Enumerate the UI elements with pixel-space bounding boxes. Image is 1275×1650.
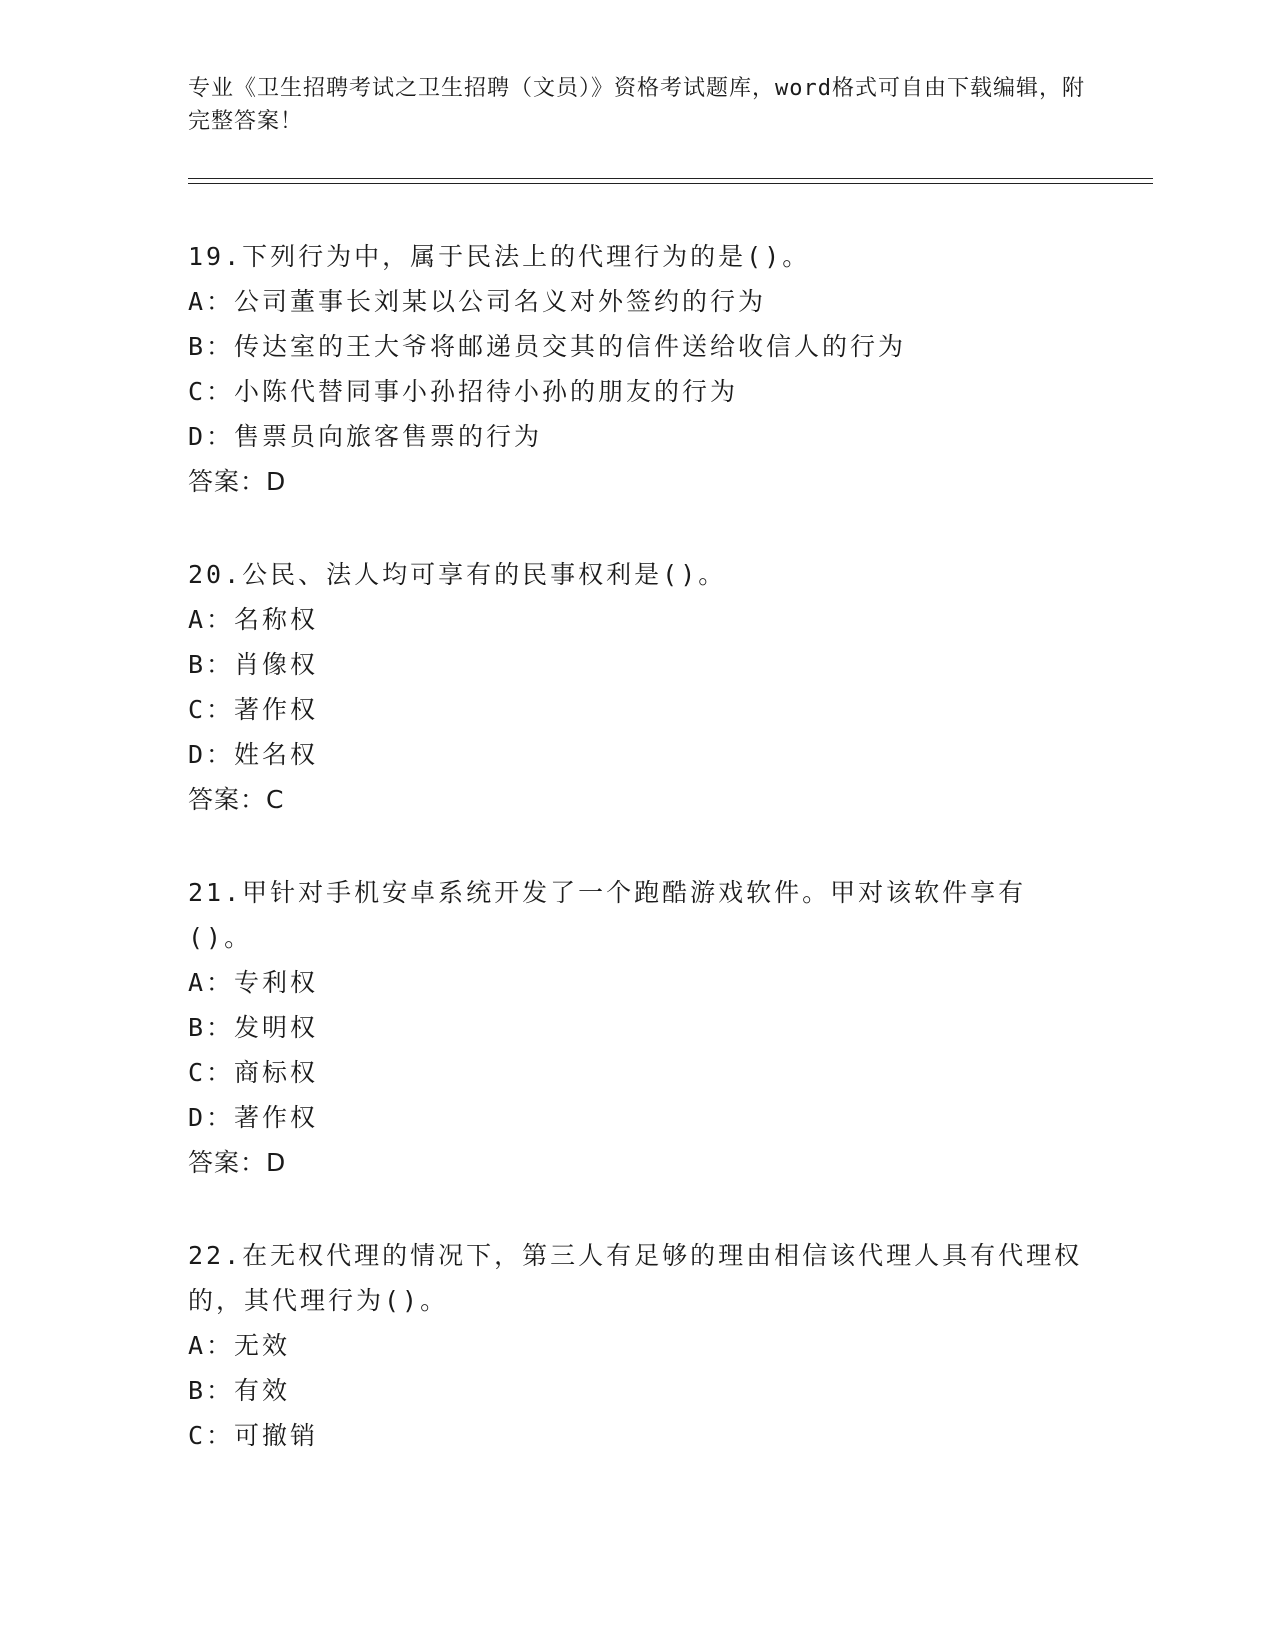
option-a: A：专利权	[188, 968, 319, 997]
option-d: D：售票员向旅客售票的行为	[188, 422, 543, 451]
question-text: 20.公民、法人均可享有的民事权利是()。	[188, 560, 727, 589]
option-d: D：著作权	[188, 1103, 319, 1132]
option-c: C：小陈代替同事小孙招待小孙的朋友的行为	[188, 377, 739, 406]
option-b: B：发明权	[188, 1013, 319, 1042]
document-header: 专业《卫生招聘考试之卫生招聘（文员）》资格考试题库，word格式可自由下载编辑，附完整答案！	[188, 76, 1085, 134]
question-text: 21.甲针对手机安卓系统开发了一个跑酷游戏软件。甲对该软件享有()。	[188, 878, 1027, 952]
question-21	[188, 870, 1088, 1185]
question-text: 19.下列行为中，属于民法上的代理行为的是()。	[188, 242, 811, 271]
question-20	[188, 552, 1088, 822]
answer: 答案：D	[188, 467, 287, 496]
option-a: A：公司董事长刘某以公司名义对外签约的行为	[188, 287, 767, 316]
question-22	[188, 1233, 1088, 1458]
option-b: B：有效	[188, 1376, 291, 1405]
option-c: C：著作权	[188, 695, 319, 724]
answer: 答案：C	[188, 785, 285, 814]
header-divider-top	[188, 178, 1153, 179]
option-b: B：传达室的王大爷将邮递员交其的信件送给收信人的行为	[188, 332, 907, 361]
question-text: 22.在无权代理的情况下，第三人有足够的理由相信该代理人具有代理权的，其代理行为()。	[188, 1241, 1083, 1315]
option-d: D：姓名权	[188, 740, 319, 769]
answer: 答案：D	[188, 1148, 287, 1177]
option-a: A：无效	[188, 1331, 291, 1360]
question-19	[188, 234, 1088, 504]
option-c: C：可撤销	[188, 1421, 319, 1450]
header-divider-bottom	[188, 183, 1153, 184]
option-b: B：肖像权	[188, 650, 319, 679]
option-c: C：商标权	[188, 1058, 319, 1087]
option-a: A：名称权	[188, 605, 319, 634]
